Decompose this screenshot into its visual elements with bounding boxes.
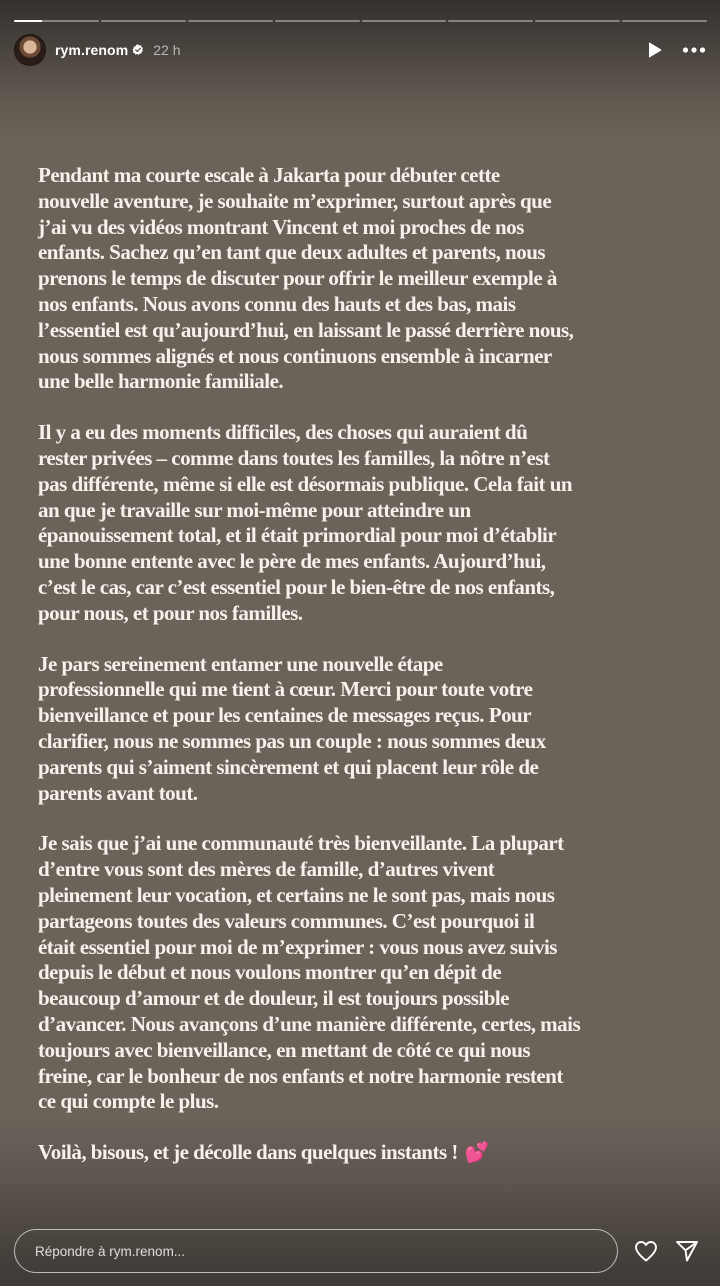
progress-segment-1: [14, 20, 99, 22]
text-line: enfants. Sachez qu’en tant que deux adultes et parents, nous: [38, 240, 546, 265]
paragraph-1: [38, 163, 708, 395]
text-line: j’ai vu des vidéos montrant Vincent et moi proches de nos: [38, 214, 524, 239]
text-line: pleinement leur vocation, et certains ne le sont pas, mais nous: [38, 882, 555, 907]
text-line: c’est le cas, car c’est essentiel pour le bien-être de nos enfants,: [38, 574, 555, 599]
text-line: une belle harmonie familiale.: [38, 369, 284, 394]
play-button[interactable]: [646, 41, 664, 59]
avatar[interactable]: [14, 34, 46, 66]
story-text: [38, 163, 708, 1192]
progress-segment-7: [535, 20, 620, 22]
text-line: d’avancer. Nous avançons d’une manière différente, certes, mais: [38, 1011, 581, 1036]
text-line: partageons toutes des valeurs communes. C’est pourquoi il: [38, 908, 535, 933]
text-line: Je sais que j’ai une communauté très bienveillante. La plupart: [38, 831, 564, 856]
text-line: parents qui s’aiment sincèrement et qui placent leur rôle de: [38, 754, 539, 779]
story-progress-bar: [14, 20, 707, 23]
progress-segment-5: [362, 20, 447, 22]
progress-segment-4: [275, 20, 360, 22]
play-icon: [647, 41, 663, 59]
text-line: prenons le temps de discuter pour offrir le meilleur exemple à: [38, 266, 557, 291]
text-line: professionnelle qui me tient à cœur. Merci pour toute votre: [38, 677, 533, 702]
username-link[interactable]: rym.renom: [55, 42, 129, 58]
text-line: Pendant ma courte escale à Jakarta pour débuter cette: [38, 163, 500, 187]
reply-input[interactable]: [35, 1244, 617, 1259]
text-line: clarifier, nous ne sommes pas un couple : nous sommes deux: [38, 728, 546, 753]
story-header: [14, 34, 706, 66]
text-line: Il y a eu des moments difficiles, des choses qui auraient dû: [38, 420, 528, 445]
reply-field[interactable]: [14, 1229, 618, 1273]
progress-segment-6: [448, 20, 533, 22]
text-line: Je pars sereinement entamer une nouvelle étape: [38, 651, 443, 676]
text-line: depuis le début et nous voulons montrer qu’en dépit de: [38, 960, 502, 985]
text-line: d’entre vous sont des mères de famille, d’autres vivent: [38, 857, 495, 882]
text-line: beaucoup d’amour et de douleur, il est toujours possible: [38, 986, 509, 1011]
heart-icon: [634, 1240, 658, 1262]
text-line: nos enfants. Nous avons connu des hauts et des bas, mais: [38, 291, 516, 316]
verified-badge-icon: [132, 44, 144, 56]
paragraph-3: [38, 652, 708, 807]
closing-text: Voilà, bisous, et je décolle dans quelques instants !: [38, 1140, 458, 1165]
text-line: freine, car le bonheur de nos enfants et notre harmonie restent: [38, 1063, 563, 1088]
progress-segment-3: [188, 20, 273, 22]
paragraph-2: [38, 420, 708, 626]
two-hearts-emoji-icon: 💕: [464, 1142, 489, 1165]
more-options-button[interactable]: [682, 41, 706, 59]
progress-segment-2: [101, 20, 186, 22]
progress-segment-8: [622, 20, 707, 22]
text-line: était essentiel pour moi de m’exprimer : vous nous avez suivis: [38, 934, 557, 959]
text-line: nous sommes alignés et nous continuons ensemble à incarner: [38, 343, 552, 368]
more-options-icon: [682, 46, 706, 54]
text-line: parents avant tout.: [38, 780, 198, 805]
like-button[interactable]: [633, 1238, 659, 1264]
text-line: pas différente, même si elle est désormais publique. Cela fait un: [38, 471, 573, 496]
send-button[interactable]: [674, 1238, 700, 1264]
text-line: ce qui compte le plus.: [38, 1089, 219, 1114]
text-line: l’essentiel est qu’aujourd’hui, en laissant le passé derrière nous,: [38, 317, 574, 342]
text-line: rester privées – comme dans toutes les familles, la nôtre n’est: [38, 445, 550, 470]
text-line: pour nous, et pour nos familles.: [38, 600, 303, 625]
closing-line: [38, 1140, 694, 1167]
text-line: épanouissement total, et il était primordial pour moi d’établir: [38, 523, 557, 548]
text-line: toujours avec bienveillance, en mettant de côté ce qui nous: [38, 1037, 531, 1062]
text-line: bienveillance et pour les centaines de messages reçus. Pour: [38, 703, 532, 728]
post-time: 22 h: [153, 42, 181, 58]
text-line: une bonne entente avec le père de mes enfants. Aujourd’hui,: [38, 549, 546, 574]
closing-paragraph: [38, 1140, 708, 1167]
text-line: an que je travaille sur moi-même pour atteindre un: [38, 497, 471, 522]
paragraph-4: [38, 831, 708, 1115]
text-line: nouvelle aventure, je souhaite m’exprimer, surtout après que: [38, 188, 552, 213]
send-icon: [675, 1240, 699, 1262]
